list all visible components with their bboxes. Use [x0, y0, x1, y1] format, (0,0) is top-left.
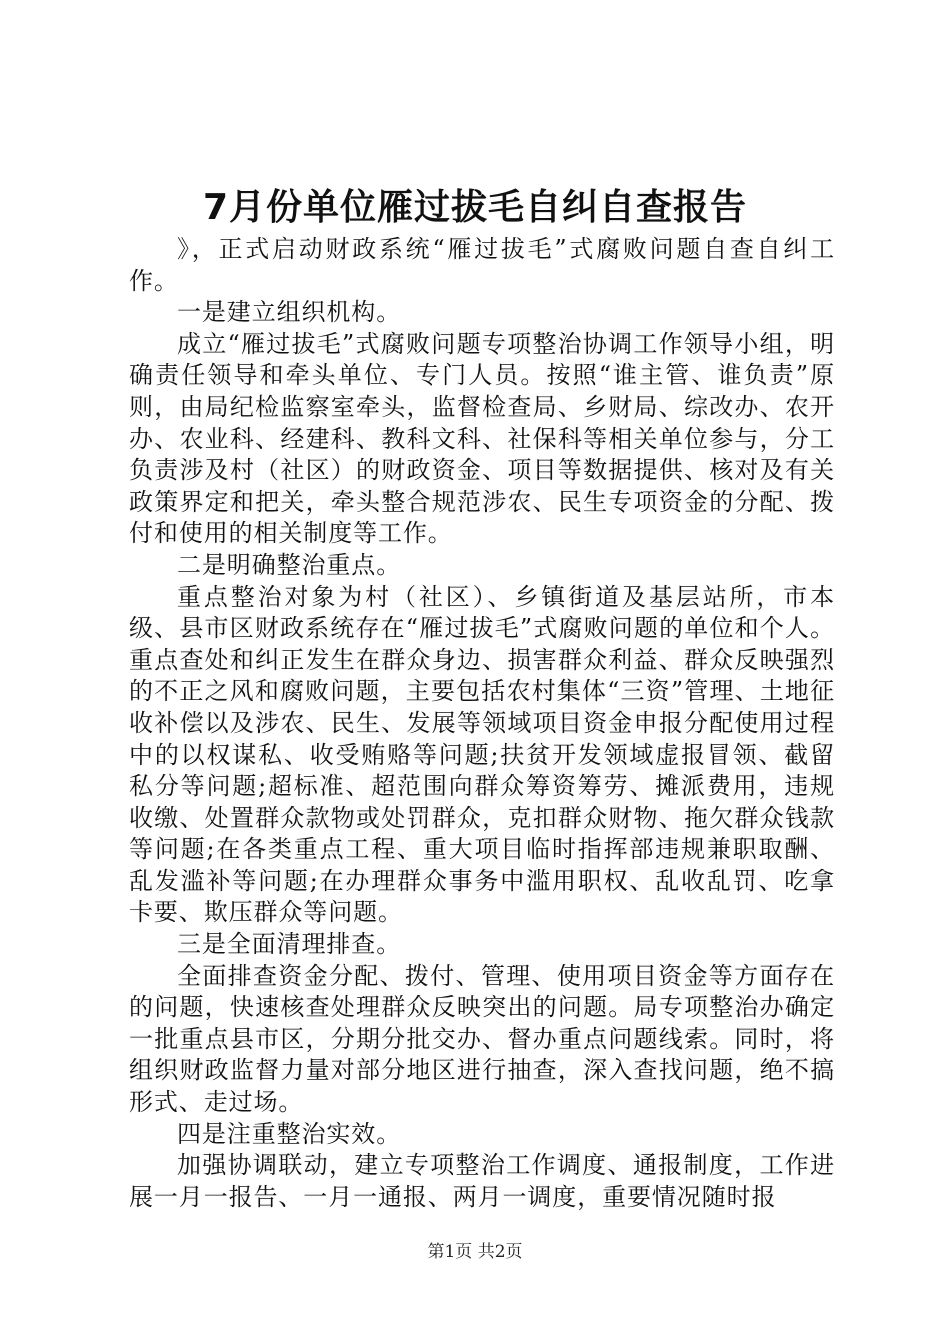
- section-heading-3: 三是全面清理排查。: [177, 930, 402, 959]
- document-body: [129, 234, 835, 1213]
- paragraph-intro: 》，正式启动财政系统“雁过拔毛”式腐败问题自查自纠工作。: [129, 235, 835, 295]
- section-heading-2: 二是明确整治重点。: [177, 550, 402, 579]
- paragraph-4: 加强协调联动，建立专项整治工作调度、通报制度，工作进展一月一报告、一月一通报、两月一调度，重要情况随时报: [129, 1151, 835, 1211]
- page-number-footer: 第1页 共2页: [427, 1242, 523, 1262]
- document-title: 7月份单位雁过拔毛自纠自查报告: [202, 187, 748, 228]
- paragraph-1: 成立“雁过拔毛”式腐败问题专项整治协调工作领导小组，明确责任领导和牵头单位、专门人员。按照“谁主管、谁负责”原则，由局纪检监察室牵头，监督检查局、乡财局、综改办、农开办、农业科、经建科、教科文科、社保科等相关单位参与，分工负责涉及村（社区）的财政资金、项目等数据提供、核对及有关政策界定和把关，牵头整合规范涉农、民生专项资金的分配、拨付和使用的相关制度等工作。: [129, 329, 835, 548]
- paragraph-3: 全面排查资金分配、拨付、管理、使用项目资金等方面存在的问题，快速核查处理群众反映突出的问题。局专项整治办确定一批重点县市区，分期分批交办、督办重点问题线索。同时，将组织财政监督力量对部分地区进行抽查，深入查找问题，绝不搞形式、走过场。: [129, 961, 835, 1117]
- section-heading-1: 一是建立组织机构。: [177, 298, 402, 327]
- section-heading-4: 四是注重整治实效。: [177, 1119, 402, 1148]
- paragraph-2: 重点整治对象为村（社区）、乡镇街道及基层站所，市本级、县市区财政系统存在“雁过拔毛”式腐败问题的单位和个人。重点查处和纠正发生在群众身边、损害群众利益、群众反映强烈的不正之风和腐败问题，主要包括农村集体“三资”管理、土地征收补偿以及涉农、民生、发展等领域项目资金申报分配使用过程中的以权谋私、收受贿赂等问题;扶贫开发领域虚报冒领、截留私分等问题;超标准、超范围向群众筹资筹劳、摊派费用，违规收缴、处置群众款物或处罚群众，克扣群众财物、拖欠群众钱款等问题;在各类重点工程、重大项目临时指挥部违规兼职取酬、乱发滥补等问题;在办理群众事务中滥用职权、乱收乱罚、吃拿卡要、欺压群众等问题。: [129, 582, 835, 927]
